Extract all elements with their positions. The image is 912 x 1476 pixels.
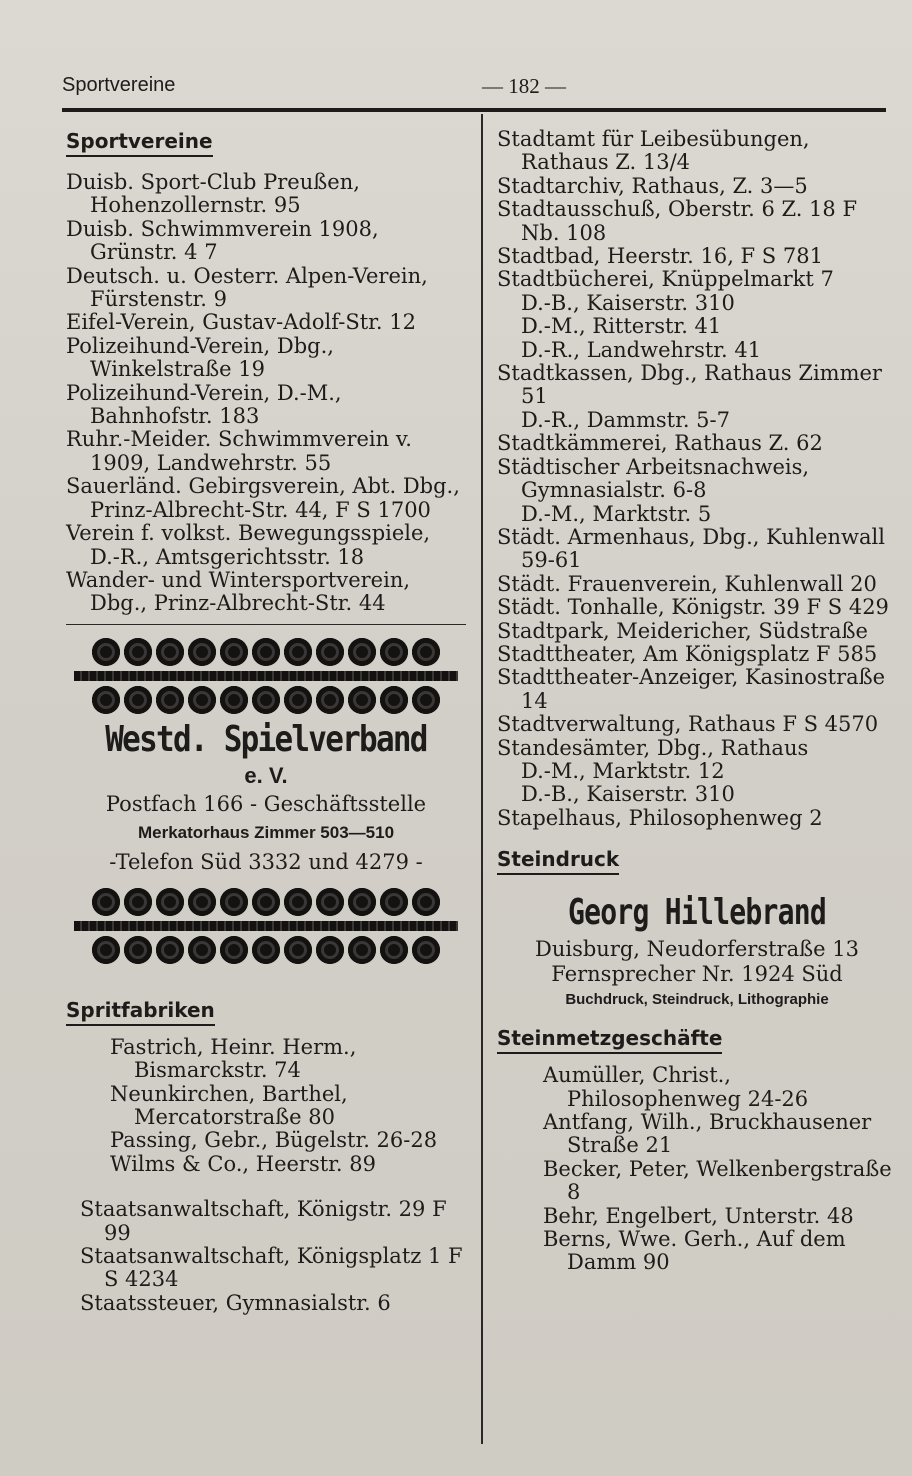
list-item: Aumüller, Christ., Philosophenweg 24-26 (543, 1063, 809, 1111)
ad-line: Buchdruck, Steindruck, Lithographie (565, 991, 829, 1009)
list-item: Duisb. Sport-Club Preußen, Hohenzollernstr. 95 (66, 170, 360, 218)
decorative-band (74, 921, 458, 931)
list-item: Eifel-Verein, Gustav-Adolf-Str. 12 (66, 310, 416, 335)
ad-title: Westd. Spielverband (105, 718, 427, 760)
spielverband-advertisement (66, 635, 466, 967)
ad-subtitle: e. V. (244, 762, 288, 788)
running-head (62, 74, 882, 102)
column-divider (481, 114, 483, 1444)
list-item: Deutsch. u. Oesterr. Alpen-Verein, Fürstenstr. 9 (66, 263, 428, 312)
list-item: Ruhr.-Meider. Schwimmverein v. 1909, Landwehrstr. 55 (66, 427, 412, 475)
section-heading-sportvereine: Sportvereine (66, 128, 213, 157)
right-column (497, 128, 897, 1275)
header-rule (62, 108, 886, 112)
running-head-section: Sportvereine (62, 74, 176, 96)
list-item: Stadtkassen, Dbg., Rathaus Zimmer 51 (497, 361, 882, 409)
decorative-dot-row (66, 933, 466, 967)
list-item: Staatsanwaltschaft, Königsplatz 1 F S 4234 (80, 1243, 463, 1292)
list-subitem: D.-B., Kaiserstr. 310 (521, 290, 735, 315)
list-item: Antfang, Wilh., Bruckhausener Straße 21 (543, 1110, 872, 1158)
list-subitem: D.-M., Ritterstr. 41 (521, 314, 722, 339)
list-item: Städt. Tonhalle, Königstr. 39 F S 429 (497, 595, 889, 620)
list-subitem: D.-R., Dammstr. 5-7 (521, 407, 730, 432)
sportvereine-list (66, 171, 466, 616)
list-subitem: D.-R., Landwehrstr. 41 (521, 337, 762, 362)
list-item: Stadtarchiv, Rathaus, Z. 3—5 (497, 173, 808, 198)
stadt-list (497, 128, 897, 830)
list-item: Stadtausschuß, Oberstr. 6 Z. 18 F Nb. 108 (497, 197, 858, 245)
ad-line: -Telefon Süd 3332 und 4279 - (109, 849, 423, 874)
list-item: Stadttheater, Am Königsplatz F 585 (497, 641, 878, 666)
left-column (66, 128, 466, 1315)
decorative-band (74, 671, 458, 681)
list-item: Becker, Peter, Welkenbergstraße 8 (543, 1156, 892, 1205)
ad-line: Postfach 166 - Geschäftsstelle (105, 791, 427, 816)
list-subitem: D.-M., Marktstr. 5 (521, 501, 712, 526)
list-item: Berns, Wwe. Gerh., Auf dem Damm 90 (543, 1227, 846, 1275)
ad-line: Duisburg, Neudorferstraße 13 (535, 937, 859, 962)
list-item: Stadtverwaltung, Rathaus F S 4570 (497, 712, 879, 737)
list-item: Städt. Armenhaus, Dbg., Kuhlenwall 59-61 (497, 524, 885, 573)
section-heading-steindruck: Steindruck (497, 846, 619, 875)
list-item: Städt. Frauenverein, Kuhlenwall 20 (497, 571, 877, 596)
steinmetz-list (543, 1064, 897, 1275)
list-item: Verein f. volkst. Bewegungsspiele, D.-R., Amtsgerichtsstr. 18 (66, 521, 431, 569)
list-item: Stadtkämmerei, Rathaus Z. 62 (497, 431, 823, 456)
list-item: Stadtamt für Leibesübungen, Rathaus Z. 13/4 (497, 127, 810, 175)
staats-list (80, 1198, 466, 1315)
list-item: Neunkirchen, Barthel, Mercatorstraße 80 (110, 1081, 348, 1129)
hillebrand-advertisement (497, 889, 897, 1013)
decorative-dot-row (66, 683, 466, 717)
list-item: Städtischer Arbeitsnachweis, Gymnasialstr. 6-8 (497, 454, 810, 503)
decorative-dot-row (66, 885, 466, 919)
spritfabriken-list (110, 1036, 466, 1176)
section-heading-steinmetz: Steinmetzgeschäfte (497, 1025, 722, 1054)
list-item: Behr, Engelbert, Unterstr. 48 (543, 1203, 854, 1228)
list-item: Polizeihund-Verein, D.-M., Bahnhofstr. 183 (66, 380, 342, 429)
list-item: Passing, Gebr., Bügelstr. 26-28 (110, 1128, 438, 1153)
list-item: Staatsanwaltschaft, Königstr. 29 F 99 (80, 1197, 447, 1245)
ad-title: Georg Hillebrand (567, 892, 827, 934)
list-item: Polizeihund-Verein, Dbg., Winkelstraße 19 (66, 333, 334, 382)
section-heading-spritfabriken: Spritfabriken (66, 997, 215, 1026)
list-item: Stadttheater-Anzeiger, Kasinostraße 14 (497, 665, 886, 713)
ad-line: Fernsprecher Nr. 1924 Süd (551, 962, 843, 987)
decorative-dot-row (66, 635, 466, 669)
ad-line: Merkatorhaus Zimmer 503—510 (137, 822, 395, 842)
list-subitem: D.-B., Kaiserstr. 310 (521, 782, 735, 807)
list-item: Stadtbücherei, Knüppelmarkt 7 (497, 267, 834, 292)
list-subitem: D.-M., Marktstr. 12 (521, 758, 725, 783)
list-item: Fastrich, Heinr. Herm., Bismarckstr. 74 (110, 1034, 357, 1083)
list-item: Staatssteuer, Gymnasialstr. 6 (80, 1290, 391, 1315)
list-item: Wander- und Wintersportverein, Dbg., Prinz-Albrecht-Str. 44 (66, 567, 411, 616)
list-item: Stadtpark, Meidericher, Südstraße (497, 618, 868, 643)
list-item: Duisb. Schwimmverein 1908, Grünstr. 4 7 (66, 216, 379, 265)
list-item: Standesämter, Dbg., Rathaus (497, 735, 809, 760)
list-item: Wilms & Co., Heerstr. 89 (110, 1151, 376, 1176)
list-item: Stapelhaus, Philosophenweg 2 (497, 805, 823, 830)
list-item: Sauerländ. Gebirgsverein, Abt. Dbg., Prinz-Albrecht-Str. 44, F S 1700 (66, 474, 460, 522)
ad-top-rule (66, 624, 466, 625)
page-number: — 182 — (482, 74, 566, 98)
list-item: Stadtbad, Heerstr. 16, F S 781 (497, 244, 823, 269)
